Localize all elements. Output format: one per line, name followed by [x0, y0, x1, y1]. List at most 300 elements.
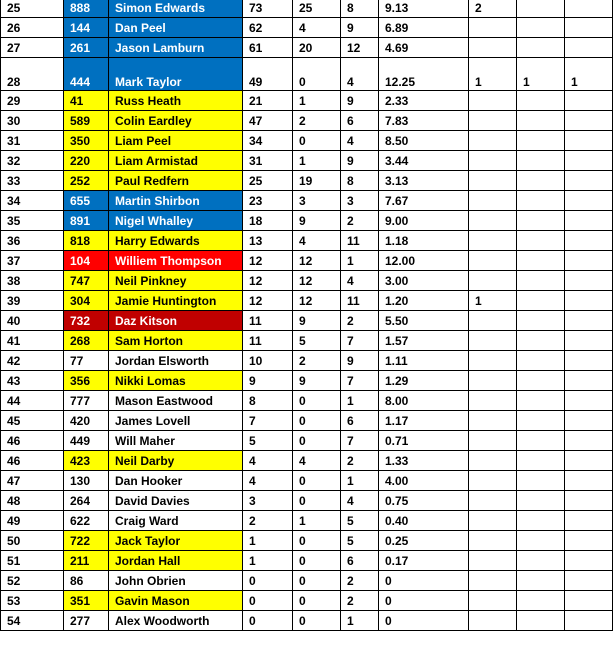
extra-3-cell: [565, 191, 613, 211]
stat-a-cell: 1: [243, 531, 293, 551]
stat-a-cell: 0: [243, 611, 293, 631]
extra-3-cell: [565, 411, 613, 431]
player-name-cell: Gavin Mason: [109, 591, 243, 611]
extra-1-cell: [469, 571, 517, 591]
player-number-cell: 891: [64, 211, 109, 231]
extra-2-cell: [517, 151, 565, 171]
table-row: [1, 171, 613, 191]
extra-3-cell: [565, 531, 613, 551]
position-cell: 38: [1, 271, 64, 291]
stat-b-cell: 12: [293, 251, 341, 271]
stat-c-cell: 7: [341, 371, 379, 391]
stat-b-cell: 4: [293, 451, 341, 471]
extra-2-cell: [517, 571, 565, 591]
stat-b-cell: 0: [293, 431, 341, 451]
extra-2-cell: [517, 391, 565, 411]
stat-c-cell: 9: [341, 91, 379, 111]
stat-a-cell: 13: [243, 231, 293, 251]
player-name-cell: Neil Darby: [109, 451, 243, 471]
average-cell: 8.50: [379, 131, 469, 151]
player-name-cell: Russ Heath: [109, 91, 243, 111]
extra-1-cell: [469, 511, 517, 531]
position-cell: 30: [1, 111, 64, 131]
stat-b-cell: 5: [293, 331, 341, 351]
extra-1-cell: [469, 171, 517, 191]
extra-2-cell: [517, 0, 565, 18]
stat-c-cell: 4: [341, 491, 379, 511]
extra-2-cell: [517, 291, 565, 311]
table-row: [1, 571, 613, 591]
player-number-cell: 356: [64, 371, 109, 391]
average-cell: 1.20: [379, 291, 469, 311]
average-cell: 9.13: [379, 0, 469, 18]
extra-3-cell: [565, 431, 613, 451]
position-cell: 50: [1, 531, 64, 551]
extra-3-cell: [565, 91, 613, 111]
position-cell: 49: [1, 511, 64, 531]
average-cell: 2.33: [379, 91, 469, 111]
average-cell: 7.67: [379, 191, 469, 211]
stat-a-cell: 12: [243, 271, 293, 291]
table-row: [1, 591, 613, 611]
stat-b-cell: 0: [293, 471, 341, 491]
stat-a-cell: 12: [243, 251, 293, 271]
player-number-cell: 747: [64, 271, 109, 291]
extra-3-cell: [565, 291, 613, 311]
stat-a-cell: 25: [243, 171, 293, 191]
average-cell: 4.00: [379, 471, 469, 491]
player-number-cell: 86: [64, 571, 109, 591]
average-cell: 1.11: [379, 351, 469, 371]
table-row: [1, 471, 613, 491]
position-cell: 27: [1, 38, 64, 58]
stat-c-cell: 4: [341, 131, 379, 151]
extra-3-cell: [565, 251, 613, 271]
player-number-cell: 818: [64, 231, 109, 251]
extra-3-cell: [565, 271, 613, 291]
table-row: [1, 58, 613, 91]
stat-a-cell: 61: [243, 38, 293, 58]
average-cell: 1.57: [379, 331, 469, 351]
average-cell: 0.71: [379, 431, 469, 451]
extra-1-cell: [469, 91, 517, 111]
extra-3-cell: [565, 351, 613, 371]
average-cell: 1.18: [379, 231, 469, 251]
extra-1-cell: [469, 131, 517, 151]
stat-c-cell: 12: [341, 38, 379, 58]
extra-3-cell: [565, 471, 613, 491]
position-cell: 35: [1, 211, 64, 231]
stat-b-cell: 1: [293, 151, 341, 171]
stat-b-cell: 0: [293, 531, 341, 551]
table-row: [1, 211, 613, 231]
extra-2-cell: [517, 491, 565, 511]
stat-a-cell: 7: [243, 411, 293, 431]
extra-2-cell: [517, 131, 565, 151]
table-row: [1, 511, 613, 531]
extra-1-cell: [469, 371, 517, 391]
player-name-cell: Liam Armistad: [109, 151, 243, 171]
position-cell: 26: [1, 18, 64, 38]
player-name-cell: Craig Ward: [109, 511, 243, 531]
stat-c-cell: 6: [341, 111, 379, 131]
table-body: [1, 0, 613, 631]
stat-b-cell: 12: [293, 291, 341, 311]
extra-3-cell: [565, 171, 613, 191]
stat-c-cell: 4: [341, 58, 379, 91]
extra-3-cell: [565, 331, 613, 351]
player-name-cell: Colin Eardley: [109, 111, 243, 131]
stat-c-cell: 2: [341, 591, 379, 611]
stat-b-cell: 3: [293, 191, 341, 211]
player-name-cell: Harry Edwards: [109, 231, 243, 251]
stat-a-cell: 11: [243, 311, 293, 331]
player-name-cell: Sam Horton: [109, 331, 243, 351]
player-name-cell: Nikki Lomas: [109, 371, 243, 391]
extra-2-cell: [517, 171, 565, 191]
stat-a-cell: 12: [243, 291, 293, 311]
player-number-cell: 444: [64, 58, 109, 91]
table-row: [1, 451, 613, 471]
table-row: [1, 531, 613, 551]
table-row: [1, 131, 613, 151]
extra-2-cell: [517, 38, 565, 58]
average-cell: 1.29: [379, 371, 469, 391]
stat-a-cell: 8: [243, 391, 293, 411]
table-row: [1, 551, 613, 571]
extra-3-cell: [565, 611, 613, 631]
player-name-cell: Mark Taylor: [109, 58, 243, 91]
extra-2-cell: [517, 251, 565, 271]
extra-3-cell: 1: [565, 58, 613, 91]
table-row: [1, 331, 613, 351]
position-cell: 45: [1, 411, 64, 431]
stat-b-cell: 4: [293, 231, 341, 251]
stat-c-cell: 2: [341, 311, 379, 331]
extra-2-cell: 1: [517, 58, 565, 91]
position-cell: 34: [1, 191, 64, 211]
extra-2-cell: [517, 111, 565, 131]
stat-b-cell: 0: [293, 491, 341, 511]
average-cell: 7.83: [379, 111, 469, 131]
extra-3-cell: [565, 591, 613, 611]
player-number-cell: 77: [64, 351, 109, 371]
position-cell: 39: [1, 291, 64, 311]
stat-a-cell: 23: [243, 191, 293, 211]
position-cell: 47: [1, 471, 64, 491]
player-name-cell: Martin Shirbon: [109, 191, 243, 211]
stat-b-cell: 20: [293, 38, 341, 58]
stat-c-cell: 2: [341, 451, 379, 471]
player-number-cell: 777: [64, 391, 109, 411]
extra-2-cell: [517, 311, 565, 331]
extra-1-cell: [469, 231, 517, 251]
stat-c-cell: 1: [341, 471, 379, 491]
player-name-cell: Liam Peel: [109, 131, 243, 151]
player-name-cell: Dan Hooker: [109, 471, 243, 491]
table-row: [1, 111, 613, 131]
average-cell: 0: [379, 591, 469, 611]
stat-c-cell: 7: [341, 331, 379, 351]
player-number-cell: 732: [64, 311, 109, 331]
stat-c-cell: 11: [341, 231, 379, 251]
extra-2-cell: [517, 91, 565, 111]
extra-1-cell: [469, 271, 517, 291]
extra-2-cell: [517, 271, 565, 291]
position-cell: 54: [1, 611, 64, 631]
extra-1-cell: 1: [469, 58, 517, 91]
extra-2-cell: [517, 531, 565, 551]
average-cell: 5.50: [379, 311, 469, 331]
extra-3-cell: [565, 571, 613, 591]
extra-1-cell: [469, 591, 517, 611]
table-row: [1, 231, 613, 251]
stat-b-cell: 4: [293, 18, 341, 38]
player-name-cell: Paul Redfern: [109, 171, 243, 191]
extra-1-cell: [469, 211, 517, 231]
stat-c-cell: 6: [341, 551, 379, 571]
extra-2-cell: [517, 371, 565, 391]
stat-a-cell: 0: [243, 591, 293, 611]
stat-c-cell: 9: [341, 351, 379, 371]
player-number-cell: 104: [64, 251, 109, 271]
stat-c-cell: 9: [341, 151, 379, 171]
position-cell: 29: [1, 91, 64, 111]
position-cell: 32: [1, 151, 64, 171]
extra-3-cell: [565, 111, 613, 131]
extra-3-cell: [565, 131, 613, 151]
extra-3-cell: [565, 451, 613, 471]
player-name-cell: Simon Edwards: [109, 0, 243, 18]
player-name-cell: Williem Thompson: [109, 251, 243, 271]
player-number-cell: 277: [64, 611, 109, 631]
extra-1-cell: [469, 251, 517, 271]
position-cell: 52: [1, 571, 64, 591]
extra-1-cell: [469, 551, 517, 571]
stat-a-cell: 4: [243, 471, 293, 491]
extra-1-cell: [469, 351, 517, 371]
average-cell: 1.33: [379, 451, 469, 471]
player-number-cell: 220: [64, 151, 109, 171]
table-row: [1, 0, 613, 18]
table-row: [1, 311, 613, 331]
extra-1-cell: [469, 311, 517, 331]
table-row: [1, 391, 613, 411]
table-row: [1, 431, 613, 451]
player-name-cell: Mason Eastwood: [109, 391, 243, 411]
extra-3-cell: [565, 511, 613, 531]
extra-3-cell: [565, 0, 613, 18]
player-name-cell: Jason Lamburn: [109, 38, 243, 58]
extra-1-cell: 2: [469, 0, 517, 18]
average-cell: 4.69: [379, 38, 469, 58]
stat-a-cell: 4: [243, 451, 293, 471]
stat-b-cell: 25: [293, 0, 341, 18]
stat-b-cell: 2: [293, 111, 341, 131]
player-number-cell: 41: [64, 91, 109, 111]
position-cell: 51: [1, 551, 64, 571]
stat-a-cell: 3: [243, 491, 293, 511]
stat-a-cell: 18: [243, 211, 293, 231]
stat-a-cell: 31: [243, 151, 293, 171]
stat-c-cell: 4: [341, 271, 379, 291]
extra-1-cell: [469, 531, 517, 551]
player-number-cell: 211: [64, 551, 109, 571]
position-cell: 41: [1, 331, 64, 351]
extra-3-cell: [565, 18, 613, 38]
stat-b-cell: 0: [293, 58, 341, 91]
player-number-cell: 144: [64, 18, 109, 38]
stat-b-cell: 0: [293, 591, 341, 611]
extra-1-cell: 1: [469, 291, 517, 311]
table-row: [1, 38, 613, 58]
average-cell: 0.17: [379, 551, 469, 571]
stat-c-cell: 2: [341, 571, 379, 591]
stat-a-cell: 0: [243, 571, 293, 591]
stat-b-cell: 9: [293, 211, 341, 231]
stat-c-cell: 2: [341, 211, 379, 231]
position-cell: 40: [1, 311, 64, 331]
table-row: [1, 271, 613, 291]
stat-c-cell: 1: [341, 251, 379, 271]
position-cell: 48: [1, 491, 64, 511]
average-cell: 1.17: [379, 411, 469, 431]
stat-c-cell: 5: [341, 511, 379, 531]
stat-a-cell: 73: [243, 0, 293, 18]
extra-1-cell: [469, 391, 517, 411]
extra-1-cell: [469, 451, 517, 471]
extra-2-cell: [517, 191, 565, 211]
stat-a-cell: 5: [243, 431, 293, 451]
position-cell: 28: [1, 58, 64, 91]
extra-2-cell: [517, 471, 565, 491]
extra-2-cell: [517, 611, 565, 631]
extra-2-cell: [517, 591, 565, 611]
extra-1-cell: [469, 411, 517, 431]
stat-c-cell: 8: [341, 171, 379, 191]
player-number-cell: 252: [64, 171, 109, 191]
extra-1-cell: [469, 491, 517, 511]
player-name-cell: Will Maher: [109, 431, 243, 451]
stat-a-cell: 11: [243, 331, 293, 351]
player-number-cell: 722: [64, 531, 109, 551]
average-cell: 0: [379, 571, 469, 591]
stat-a-cell: 21: [243, 91, 293, 111]
stat-b-cell: 0: [293, 131, 341, 151]
player-name-cell: Daz Kitson: [109, 311, 243, 331]
player-number-cell: 655: [64, 191, 109, 211]
extra-1-cell: [469, 18, 517, 38]
player-name-cell: Jamie Huntington: [109, 291, 243, 311]
extra-2-cell: [517, 18, 565, 38]
stat-b-cell: 9: [293, 311, 341, 331]
extra-3-cell: [565, 311, 613, 331]
position-cell: 46: [1, 431, 64, 451]
extra-3-cell: [565, 211, 613, 231]
average-cell: 9.00: [379, 211, 469, 231]
position-cell: 36: [1, 231, 64, 251]
extra-2-cell: [517, 551, 565, 571]
table-row: [1, 611, 613, 631]
stat-b-cell: 0: [293, 411, 341, 431]
table-row: [1, 18, 613, 38]
stat-c-cell: 11: [341, 291, 379, 311]
extra-1-cell: [469, 191, 517, 211]
player-number-cell: 423: [64, 451, 109, 471]
table-row: [1, 151, 613, 171]
table-row: [1, 291, 613, 311]
player-number-cell: 130: [64, 471, 109, 491]
player-name-cell: Nigel Whalley: [109, 211, 243, 231]
extra-1-cell: [469, 38, 517, 58]
position-cell: 33: [1, 171, 64, 191]
average-cell: 12.25: [379, 58, 469, 91]
extra-2-cell: [517, 511, 565, 531]
player-name-cell: Jordan Hall: [109, 551, 243, 571]
stat-c-cell: 5: [341, 531, 379, 551]
table-row: [1, 351, 613, 371]
table-row: [1, 251, 613, 271]
average-cell: 3.44: [379, 151, 469, 171]
stat-a-cell: 1: [243, 551, 293, 571]
extra-1-cell: [469, 151, 517, 171]
average-cell: 0.75: [379, 491, 469, 511]
extra-2-cell: [517, 231, 565, 251]
player-number-cell: 261: [64, 38, 109, 58]
player-name-cell: David Davies: [109, 491, 243, 511]
average-cell: 0.40: [379, 511, 469, 531]
extra-1-cell: [469, 471, 517, 491]
table-row: [1, 191, 613, 211]
player-number-cell: 589: [64, 111, 109, 131]
extra-1-cell: [469, 431, 517, 451]
stat-a-cell: 47: [243, 111, 293, 131]
player-number-cell: 420: [64, 411, 109, 431]
stat-b-cell: 19: [293, 171, 341, 191]
player-name-cell: Alex Woodworth: [109, 611, 243, 631]
player-number-cell: 888: [64, 0, 109, 18]
average-cell: 6.89: [379, 18, 469, 38]
average-cell: 0: [379, 611, 469, 631]
extra-3-cell: [565, 551, 613, 571]
stat-a-cell: 34: [243, 131, 293, 151]
table-row: [1, 411, 613, 431]
table-row: [1, 91, 613, 111]
stat-a-cell: 62: [243, 18, 293, 38]
average-cell: 3.13: [379, 171, 469, 191]
stat-a-cell: 9: [243, 371, 293, 391]
position-cell: 37: [1, 251, 64, 271]
extra-1-cell: [469, 111, 517, 131]
stat-c-cell: 9: [341, 18, 379, 38]
stat-a-cell: 49: [243, 58, 293, 91]
position-cell: 31: [1, 131, 64, 151]
position-cell: 46: [1, 451, 64, 471]
player-name-cell: John Obrien: [109, 571, 243, 591]
extra-3-cell: [565, 491, 613, 511]
stat-a-cell: 2: [243, 511, 293, 531]
stat-b-cell: 2: [293, 351, 341, 371]
extra-1-cell: [469, 611, 517, 631]
table-row: [1, 491, 613, 511]
extra-3-cell: [565, 38, 613, 58]
extra-3-cell: [565, 151, 613, 171]
stat-b-cell: 12: [293, 271, 341, 291]
extra-2-cell: [517, 211, 565, 231]
stat-b-cell: 1: [293, 91, 341, 111]
player-number-cell: 622: [64, 511, 109, 531]
stat-b-cell: 0: [293, 611, 341, 631]
